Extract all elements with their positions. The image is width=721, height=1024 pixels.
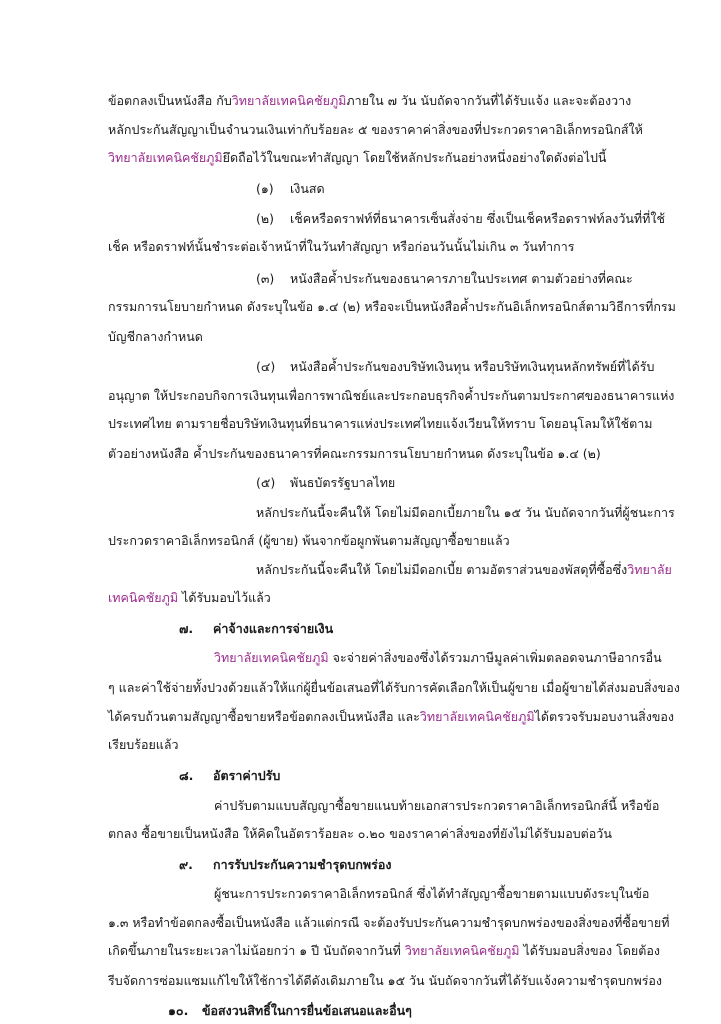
text-run: บัญชีกลางกำหนด (108, 329, 203, 344)
line-18 (108, 589, 271, 607)
text-run: ข้อตกลงเป็นหนังสือ กับ (108, 93, 232, 108)
text-run: ค่าปรับตามแบบสัญญาซื้อขายแนบท้ายเอกสารประกวดราคาอิเล็กทรอนิกส์นี้ หรือข้อ (214, 798, 660, 813)
text-run: เรียบร้อยแล้ว (108, 737, 179, 752)
text-run: เช็คหรือดราฟท์ที่ธนาคารเซ็นสั่งจ่าย ซึ่งเป็นเช็คหรือดราฟท์ลงวันที่ที่ใช้ (290, 211, 665, 226)
line-1 (108, 92, 631, 110)
item-4 (256, 358, 654, 376)
line-28 (214, 885, 649, 903)
line-22 (108, 708, 674, 726)
text-run: ประเทศไทย ตามรายชื่อบริษัทเงินทุนที่ธนาคารแห่งประเทศไทยแจ้งเวียนให้ทราบ โดยอนุโลมให้ใช้ตาม (108, 416, 653, 431)
line-23 (108, 736, 179, 754)
text-run: เงินสด (290, 181, 325, 196)
item-number: ๑๐. (168, 1003, 189, 1018)
text-run: รีบจัดการซ่อมแซมแก้ไขให้ใช้การได้ดีดังเดิมภายใน ๑๕ วัน นับถัดจากวันที่ได้รับแจ้งความชำรุดบกพร่อง (108, 973, 663, 988)
text-run: ยึดถือไว้ในขณะทำสัญญา โดยใช้หลักประกันอย่างหนึ่งอย่างใดดังต่อไปนี้ (222, 150, 607, 165)
item-number: ๗. (179, 621, 194, 636)
text-run: ได้ครบถ้วนตามสัญญาซื้อขายหรือข้อตกลงเป็นหนังสือ และ (108, 709, 420, 724)
text-run: หนังสือค้ำประกันของบริษัทเงินทุน หรือบริษัทเงินทุนหลักทรัพย์ที่ได้รับ (290, 359, 655, 374)
line-3 (108, 149, 606, 167)
line-26 (108, 825, 612, 843)
highlighted-text: วิทยาลัยเทคนิคชัยภูมิ (231, 93, 347, 108)
line-6 (108, 238, 574, 256)
text-run: ได้รับมอบสิ่งของ โดยต้อง (519, 943, 660, 958)
line-31 (108, 972, 662, 990)
text-run: เช็ค หรือดราฟท์นั้นชำระต่อเจ้าหน้าที่ในวันทำสัญญา หรือก่อนวันนั้นไม่เกิน ๓ วันทำการ (108, 239, 575, 254)
item-3 (256, 270, 633, 288)
highlighted-text: เทคนิคชัยภูมิ (108, 590, 179, 605)
item-number: (๕) (256, 475, 276, 490)
item-number: (๑) (256, 181, 274, 196)
highlighted-text: วิทยาลัยเทคนิคชัยภูมิ (404, 943, 520, 958)
line-17 (256, 561, 672, 579)
text-run: กรรมการนโยบายกำหนด ดังระบุในข้อ ๑.๔ (๒) หรือจะเป็นหนังสือค้ำประกันอิเล็กทรอนิกส์ตามวิธีการที่กรม (108, 299, 676, 314)
line-20 (214, 649, 662, 667)
text-run: ตัวอย่างหนังสือ ค้ำประกันของธนาคารที่คณะกรรมการนโยบายกำหนด ดังระบุในข้อ ๑.๔ (๒) (108, 446, 601, 461)
text-run: ๑.๓ หรือทำข้อตกลงซื้อเป็นหนังสือ แล้วแต่กรณี จะต้องรับประกันความชำรุดบกพร่องของสิ่งของที่ซื้อขายที่ (108, 915, 670, 930)
text-run: ๆ และค่าใช้จ่ายทั้งปวงด้วยแล้วให้แก่ผู้ยื่นข้อเสนอที่ได้รับการคัดเลือกให้เป็นผู้ขาย เมื่อผู้ขายได้ส่งมอบสิ่งของ (108, 680, 680, 695)
section-9-heading (179, 856, 391, 874)
highlighted-text: วิทยาลัยเทคนิคชัยภูมิ (419, 709, 535, 724)
section-7-heading (179, 620, 333, 638)
line-8 (108, 298, 676, 316)
section-10-heading (168, 1002, 412, 1020)
text-run: ประกวดราคาอิเล็กทรอนิกส์ (ผู้ขาย) พ้นจากข้อผูกพันตามสัญญาซื้อขายแล้ว (108, 533, 510, 548)
text-run: ผู้ชนะการประกวดราคาอิเล็กทรอนิกส์ ซึ่งได้ทำสัญญาซื้อขายตามแบบดังระบุในข้อ (214, 886, 650, 901)
line-12 (108, 415, 652, 433)
section-8-heading (179, 767, 280, 785)
text-run: หลักประกันสัญญาเป็นจำนวนเงินเท่ากับร้อยละ ๕ ของราคาค่าสิ่งของที่ประกวดราคาอิเล็กทรอนิกส์ให้ (108, 122, 643, 137)
line-16 (108, 532, 510, 550)
text-run: ข้อสงวนสิทธิ์ในการยื่นข้อเสนอและอื่นๆ (202, 1003, 412, 1018)
item-number: (๓) (256, 271, 275, 286)
text-run: พันธบัตรรัฐบาลไทย (290, 475, 396, 490)
highlighted-text: วิทยาลัยเทคนิคชัยภูมิ (214, 650, 329, 665)
text-run: หลักประกันนี้จะคืนให้ โดยไม่มีดอกเบี้ยภายใน ๑๕ วัน นับถัดจากวันที่ผู้ชนะการ (256, 505, 675, 520)
highlighted-text: วิทยาลัยเทคนิคชัยภูมิ (108, 150, 223, 165)
text-run: ได้รับมอบไว้แล้ว (178, 590, 271, 605)
line-13 (108, 445, 601, 463)
text-run: จะจ่ายค่าสิ่งของซึ่งได้รวมภาษีมูลค่าเพิ่มตลอดจนภาษีอากรอื่น (328, 650, 662, 665)
text-run: อนุญาต ให้ประกอบกิจการเงินทุนเพื่อการพาณิชย์และประกอบธุรกิจค้ำประกันตามประกาศของธนาคารแห่ง (108, 388, 675, 403)
text-run: หนังสือค้ำประกันของธนาคารภายในประเทศ ตามตัวอย่างที่คณะ (290, 271, 633, 286)
line-21 (108, 679, 680, 697)
line-30 (108, 942, 660, 960)
text-run: ได้ตรวจรับมอบงานสิ่งของ (534, 709, 675, 724)
highlighted-text: วิทยาลัย (627, 562, 672, 577)
text-run: ตกลง ซื้อขายเป็นหนังสือ ให้คิดในอัตราร้อยละ ๐.๒๐ ของราคาค่าสิ่งของที่ยังไม่ได้รับมอบต่อวัน (108, 826, 612, 841)
text-run: ค่าจ้างและการจ่ายเงิน (213, 621, 334, 636)
item-number: ๘. (179, 768, 194, 783)
text-run: อัตราค่าปรับ (213, 768, 281, 783)
item-number: (๔) (256, 359, 276, 374)
line-9 (108, 328, 203, 346)
text-run: ภายใน ๗ วัน นับถัดจากวันที่ได้รับแจ้ง และจะต้องวาง (346, 93, 632, 108)
line-29 (108, 914, 670, 932)
item-number: (๒) (256, 211, 274, 226)
text-run: เกิดขึ้นภายในระยะเวลาไม่น้อยกว่า ๑ ปี นับถัดจากวันที่ (108, 943, 405, 958)
line-15 (256, 504, 675, 522)
line-25 (214, 797, 659, 815)
item-5 (256, 474, 395, 492)
line-2 (108, 121, 643, 139)
item-1 (256, 180, 325, 198)
item-number: ๙. (179, 857, 193, 872)
text-run: การรับประกันความชำรุดบกพร่อง (213, 857, 392, 872)
item-2 (256, 210, 665, 228)
text-run: หลักประกันนี้จะคืนให้ โดยไม่มีดอกเบี้ย ตามอัตราส่วนของพัสดุที่ซื้อซึ่ง (256, 562, 628, 577)
line-11 (108, 387, 674, 405)
